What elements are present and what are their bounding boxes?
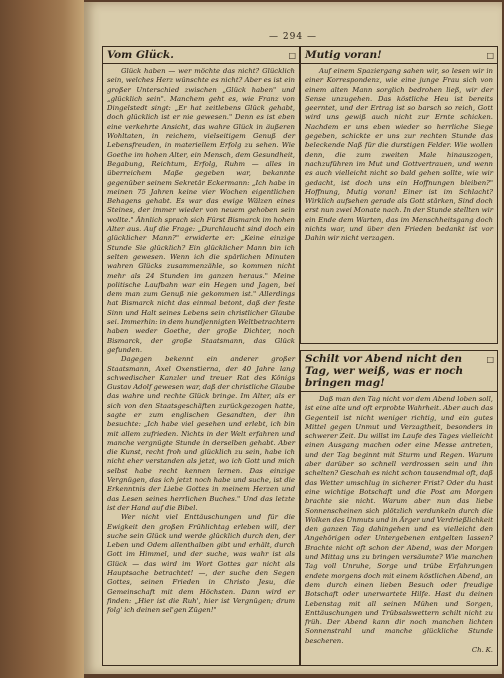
article-body (301, 392, 497, 655)
paragraph: Daß man den Tag nicht vor dem Abend loben soll, ist eine alte und oft erprobte Wahrheit. Aber auch das Gegenteil ist nicht weniger richtig, und ein gutes Mittel gegen Unmut und Verzagtheit, besonders in schwerer Zeit. Du willst im Laufe des Tages vielleicht einen Ausgang machen oder eine Messe antreten, und der Tag beginnt mit Sturm und Regen. Warum aber darüber so schnell verdrossen sein und ihn schelten? Geschah es nicht schon tausendmal oft, daß das Wetter umschlug in sicherer Frist? Oder du hast eine wichtige Botschaft und die Post am Morgen brachte sie nicht. Warum aber nun das liebe Sonnenscheinen sich plötzlich verdunkeln durch die Wolken des Unmuts und in Ärger und Verdrießlichkeit den ganzen Tag dahingehen und es vielleicht den Angehörigen oder Untergebenen entgelten lassen? Brachte nicht oft schon der Abend, was der Morgen und Mittag uns zu bringen versäumte? Wie manchen Tag voll Unruhe, Sorge und trübe Erfahrungen endete morgens doch mit einem köstlichen Abend, an dem durch einen lieben Besuch oder freudige Botschaft oder unerwartete Hilfe. Hast du deinen Lebenstag mit all seinen Mühen und Sorgen, Enttäuschungen und Trübsalswettern schilt nicht zu früh. Der Abend kann dir noch manchen lichten Sonnenstrahl und manche glückliche Stunde bescheren. (305, 395, 493, 645)
article-body (103, 64, 299, 616)
article-mutig-voran (300, 46, 498, 344)
paragraph: Auf einem Spaziergang sahen wir, so lesen wir in einer Korrespondenz, wie eine junge Frau sich von einem alten Mann sorglich bedrohen ließ, wir der Sense unzugehen. Das köstliche Heu ist bereits geerntet, und der Ertrag ist so barsch so reich, Gott wird uns gewiß auch nicht zur Ernte schicken. Nachdem er uns eben wieder so herrliche Siege gegeben, schickte er uns zur rechten Stunde das beleckende Naß für die durstigen Felder. Wie wollen denn, die zum zweiten Male hinauszogen, nachzuführen im Mut und Gottvertrauen, und wenn es auch vielleicht nicht so bald gehen sollte, wie wir gedacht, ist doch uns ein Hoffnungen bleiben?" Hoffnung, Mutig voran! Einer ist im Schlacht? Wirklich aufsehen gerade als Gott stärken, Sind doch erst nun zwei Monate nach. In der Stunde stellten wir ein Ende dem Warten, das im Menschheitsgang doch nichts war, und über den Frieden bedankt ist vor Dahin wir nicht verzagen. (305, 67, 493, 243)
article-body (301, 64, 497, 244)
article-title-text: Mutig voran! (305, 49, 382, 61)
ornament-icon: □ (486, 354, 494, 364)
ornament-icon: □ (486, 50, 494, 60)
page-number: — 294 — (269, 32, 317, 42)
paragraph: Glück haben — wer möchte das nicht? Glücklich sein, welches Herz wünschte es nicht? Aber es ist ein großer Unterschied zwischen „Glück haben" und „glücklich sein". Manchem geht es, wie Franz von Dingelstedt singt: „Er hat zeitlebens Glück gehabt, doch glücklich ist er nie gewesen." Denn es ist eben eine verkehrte Ansicht, das wahre Glück in äußeren Wohltaten, in reichem, vielseitigem Genuß der Lebensfreuden, in materiellem Erfolg zu sehen. Wie Goethe im hohen Alter, ein Mensch, dem Gesundheit, Begabung, Reichtum, Erfolg, Ruhm — alles in überreichem Maße gegeben war, bekannte gegenüber seinem Sekretär Eckermann: „Ich habe in meinen 75 Jahren keine vier Wochen eigentlichen Behagens gehabt. Es war das ewige Wälzen eines Steines, der immer wieder von neuem gehoben sein wollte." Ähnlich sprach sich Fürst Bismarck im hohen Alter aus. Auf die Frage: „Durchlaucht sind doch ein glücklicher Mann?" erwiderte er: „Keine einzige Stunde Sie glücklich? Ein glücklicher Mann bin ich selten gewesen. Wenn ich die spärlichen Minuten wahren Glücks zusammenzähle, so kommen nicht mehr als 24 Stunden im ganzen heraus." Meine politische Laufbahn war ein Hegen und Jagen, bei dem man zum Genuß nie gekommen ist." Allerdings hat Bismarck nicht das einmal betont, daß der feste Sinn und Halt seines Lebens sein christlicher Glaube sei. Immerhin: in dem hundjennigten Weltbetrachtern haben weder Goethe, der große Dichter, noch Bismarck, der große Staatsmann, das Glück gefunden. (107, 67, 295, 354)
paragraph: Dagegen bekennt ein anderer großer Staatsmann, Axel Oxenstierna, der 40 Jahre lang schwedischer Kanzler und treuer Rat des Königs Gustav Adolf gewesen war, daß der christliche Glaube das wahre und rechte Glück bringe. Im Alter, als er sich von den Staatsgeschäften zurückgezogen hatte, sagte er zum englischen Gesandten, der ihn besuchte: „Ich habe viel gesehen und erlebt, ich bin mit allem zufrieden. Nichts in der Welt erfahren und manche vergnügte Stunde in derselben gehabt. Aber die Kunst, recht froh und glücklich zu sein, habe ich nicht eher verstanden als jetzt, wo ich Gott und mich selbst habe recht kennen lernen. Das einzige Vergnügen, das ich jetzt noch habe und suche, ist die Erkenntnis der Liebe Gottes in meinem Herzen und das Lesen seines herrlichen Buches." Und das letzte ist der Hand auf die Bibel. (107, 355, 295, 512)
book-page (84, 2, 502, 674)
ornament-icon: □ (288, 50, 296, 60)
article-vom-glueck (102, 46, 300, 666)
book-binding (0, 0, 84, 678)
article-title-text: Vom Glück. (107, 49, 174, 61)
left-column (102, 46, 300, 666)
article-schilt-vor-abend (300, 350, 498, 666)
signature: Ch. K. (471, 646, 493, 655)
paragraph: Wer nicht viel Enttäuschungen und für die Ewigkeit den großen Frühlichtag erleben will, der suche sein Glück und werde glücklich durch den, der Leben und Odem allenthalben gibt und erhält, durch Gott im Himmel, und der suche, was wahr ist als Glück — das wird im Wort Gottes gar nicht als Hauptsache betrachtet! —, der suche den Segen Gottes, seinen Frieden in Christo Jesu, die Gemeinschaft mit dem Höchsten. Dann wird er finden: „Hier ist die Ruh', hier ist Vergnügen; drum folg' ich deinen sel'gen Zügen!" (107, 513, 295, 615)
right-column (300, 46, 498, 666)
article-title (301, 351, 497, 392)
article-title-text: Schilt vor Abend nicht den Tag, wer weiß, was er noch bringen mag! (305, 353, 464, 389)
article-title (103, 47, 299, 64)
article-title (301, 47, 497, 64)
